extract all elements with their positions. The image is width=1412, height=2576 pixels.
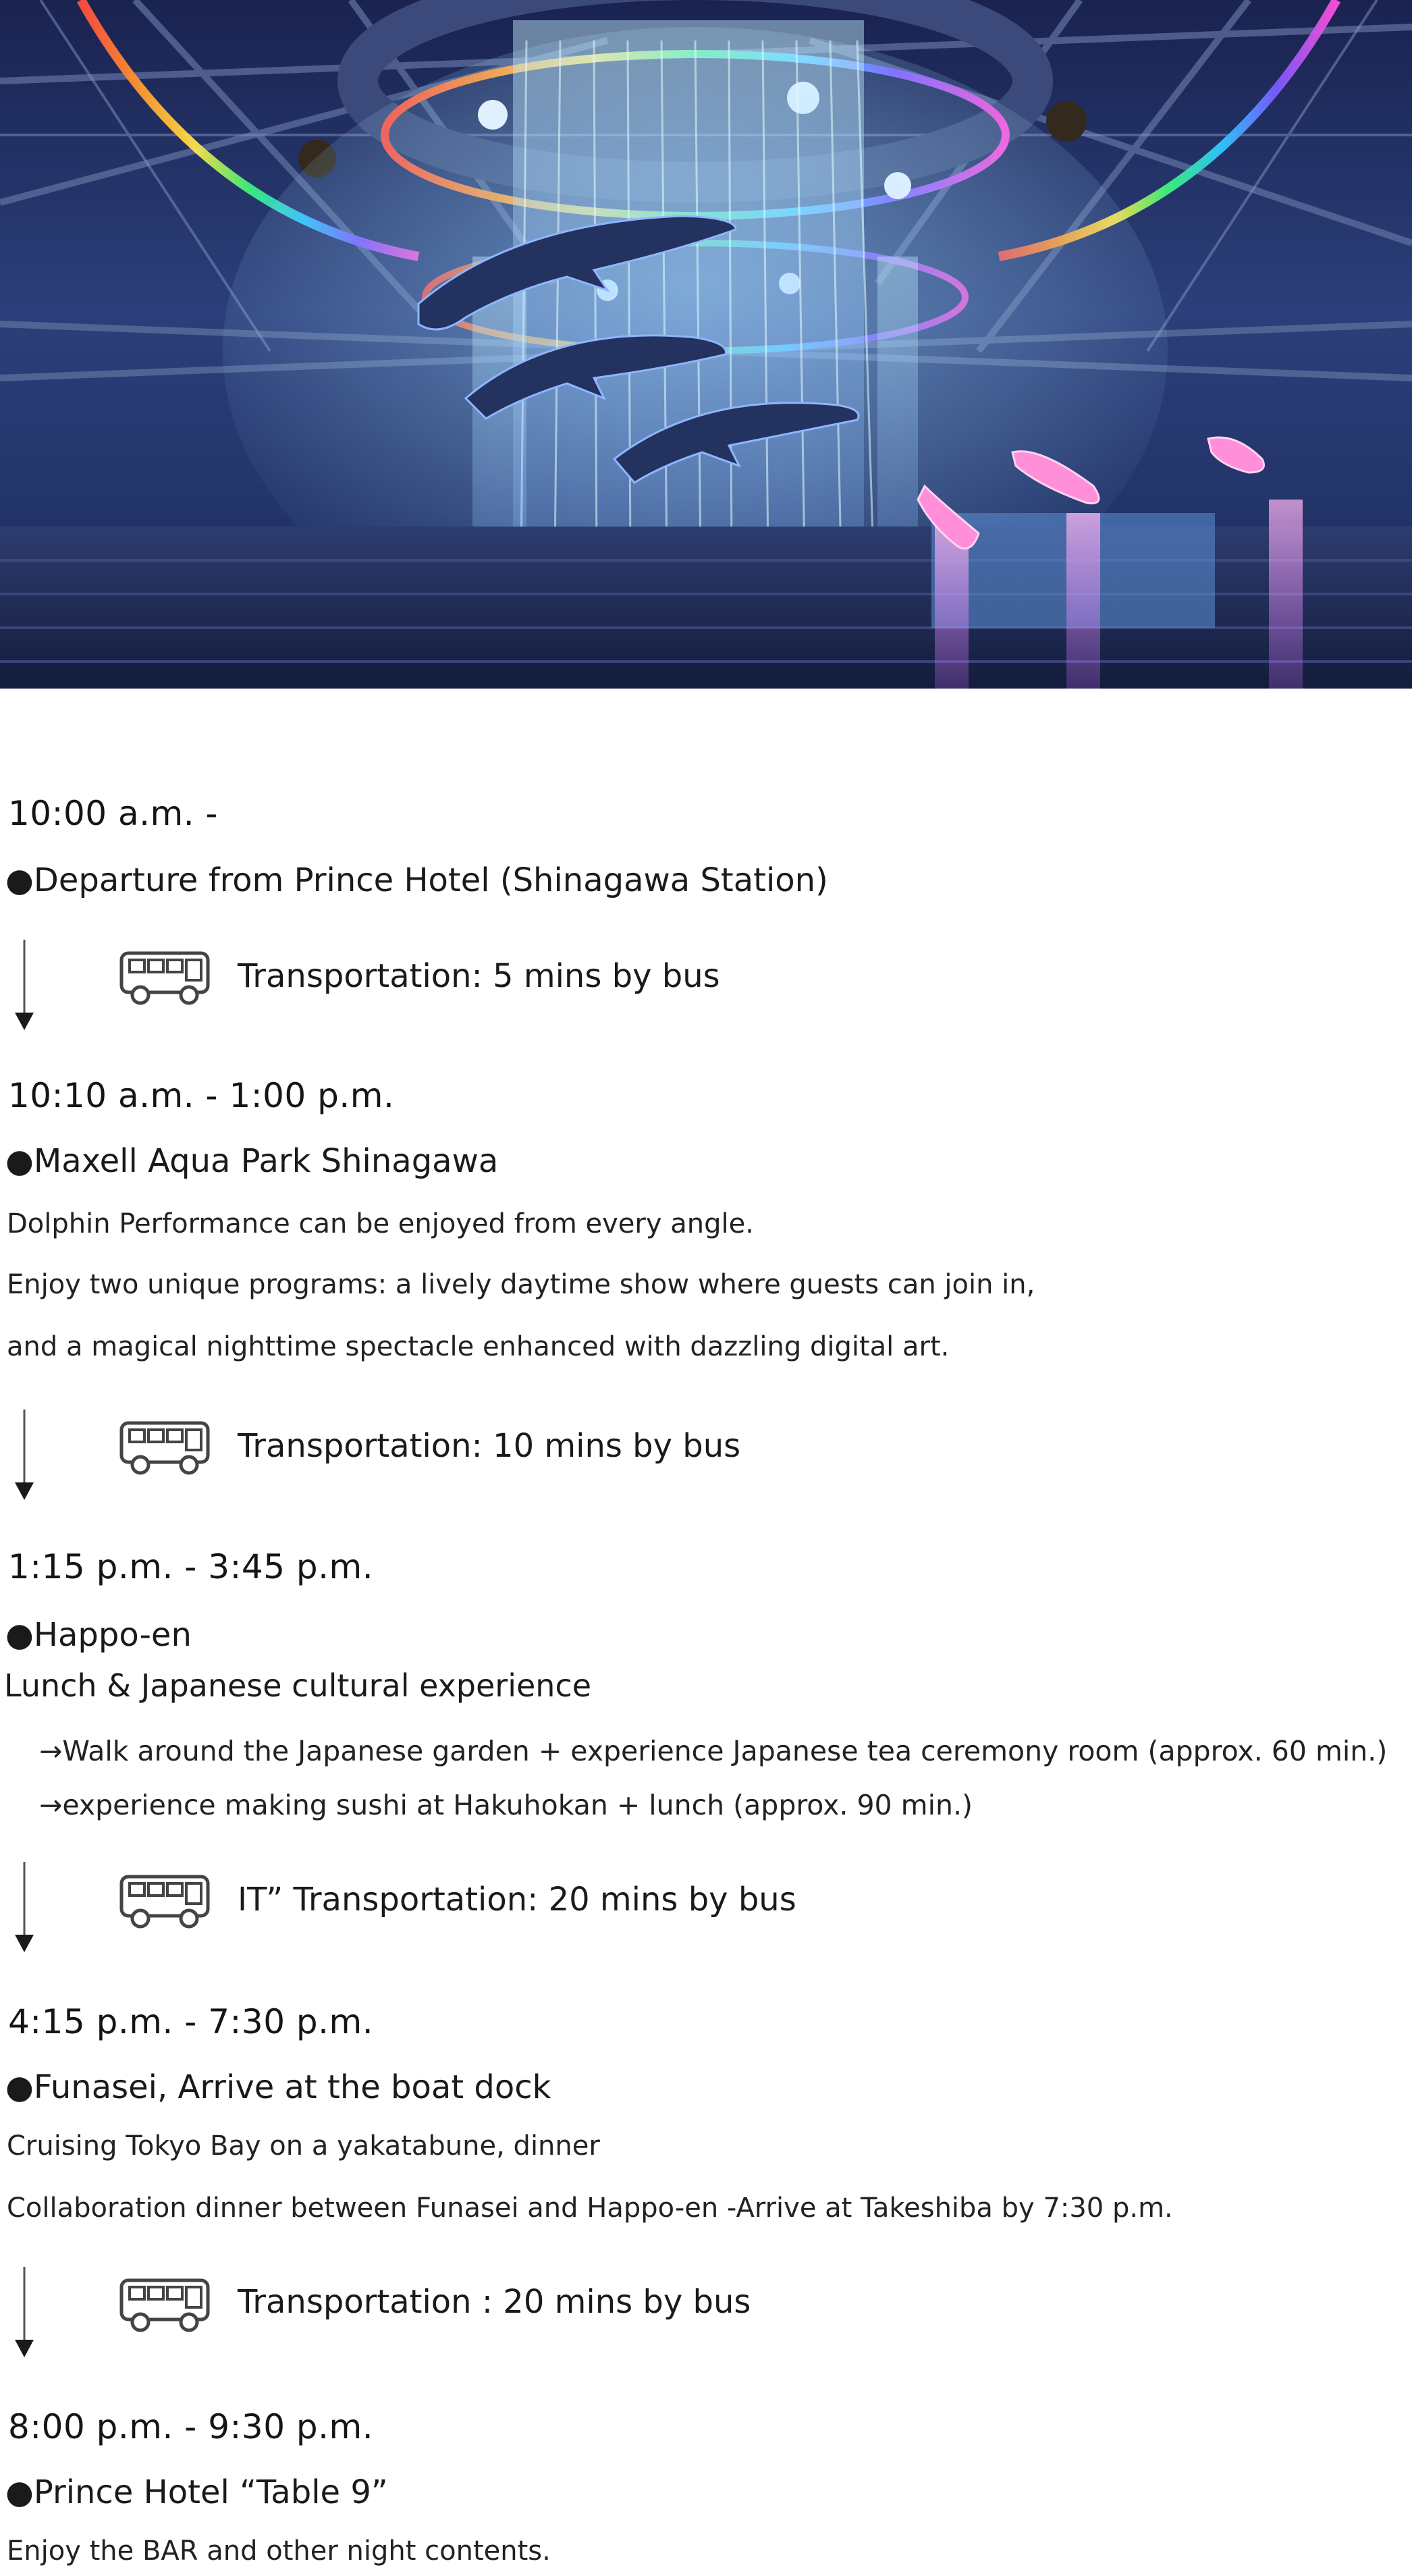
transport-4: Transportation : 20 mins by bus <box>238 2283 751 2321</box>
venue-4: ●Funasei, Arrive at the boat dock <box>5 2068 551 2106</box>
desc-4-line-2: Collaboration dinner between Funasei and Happo-en -Arrive at Takeshiba by 7:30 p.m. <box>7 2193 1173 2224</box>
venue-3: ●Happo-en <box>5 1616 192 1654</box>
time-slot-1: 10:00 a.m. - <box>8 794 219 833</box>
venue-1: ●Departure from Prince Hotel (Shinagawa Station) <box>5 861 828 899</box>
time-slot-2: 10:10 a.m. - 1:00 p.m. <box>8 1076 395 1115</box>
bus-icon <box>119 1874 211 1932</box>
hero-photo <box>0 0 1412 689</box>
desc-4-line-1: Cruising Tokyo Bay on a yakatabune, dinner <box>7 2130 600 2162</box>
down-arrow-icon <box>11 2267 38 2361</box>
bus-icon <box>119 950 211 1009</box>
venue-2: ●Maxell Aqua Park Shinagawa <box>5 1142 499 1180</box>
down-arrow-icon <box>11 1410 38 1504</box>
transport-2: Transportation: 10 mins by bus <box>238 1427 741 1465</box>
time-slot-4: 4:15 p.m. - 7:30 p.m. <box>8 2002 374 2041</box>
note-3-line-1: →Walk around the Japanese garden + experience Japanese tea ceremony room (approx. 60 min.) <box>39 1735 1388 1767</box>
transport-1: Transportation: 5 mins by bus <box>238 957 720 995</box>
bus-icon <box>119 2278 211 2336</box>
transport-3: IT” Transportation: 20 mins by bus <box>238 1881 796 1918</box>
time-slot-5: 8:00 p.m. - 9:30 p.m. <box>8 2407 374 2446</box>
down-arrow-icon <box>11 940 38 1034</box>
dolphin-show-illustration <box>0 0 1412 689</box>
desc-2-line-1: Dolphin Performance can be enjoyed from every angle. <box>7 1208 754 1239</box>
note-3-line-2: →experience making sushi at Hakuhokan + lunch (approx. 90 min.) <box>39 1789 973 1821</box>
desc-2-line-3: and a magical nighttime spectacle enhanced with dazzling digital art. <box>7 1331 950 1362</box>
time-slot-3: 1:15 p.m. - 3:45 p.m. <box>8 1547 374 1586</box>
desc-2-line-2: Enjoy two unique programs: a lively daytime show where guests can join in, <box>7 1269 1035 1300</box>
venue-5: ●Prince Hotel “Table 9” <box>5 2473 388 2511</box>
subtitle-3: Lunch & Japanese cultural experience <box>4 1667 592 1704</box>
desc-5-line-1: Enjoy the BAR and other night contents. <box>7 2535 551 2567</box>
bus-icon <box>119 1420 211 1478</box>
down-arrow-icon <box>11 1862 38 1956</box>
